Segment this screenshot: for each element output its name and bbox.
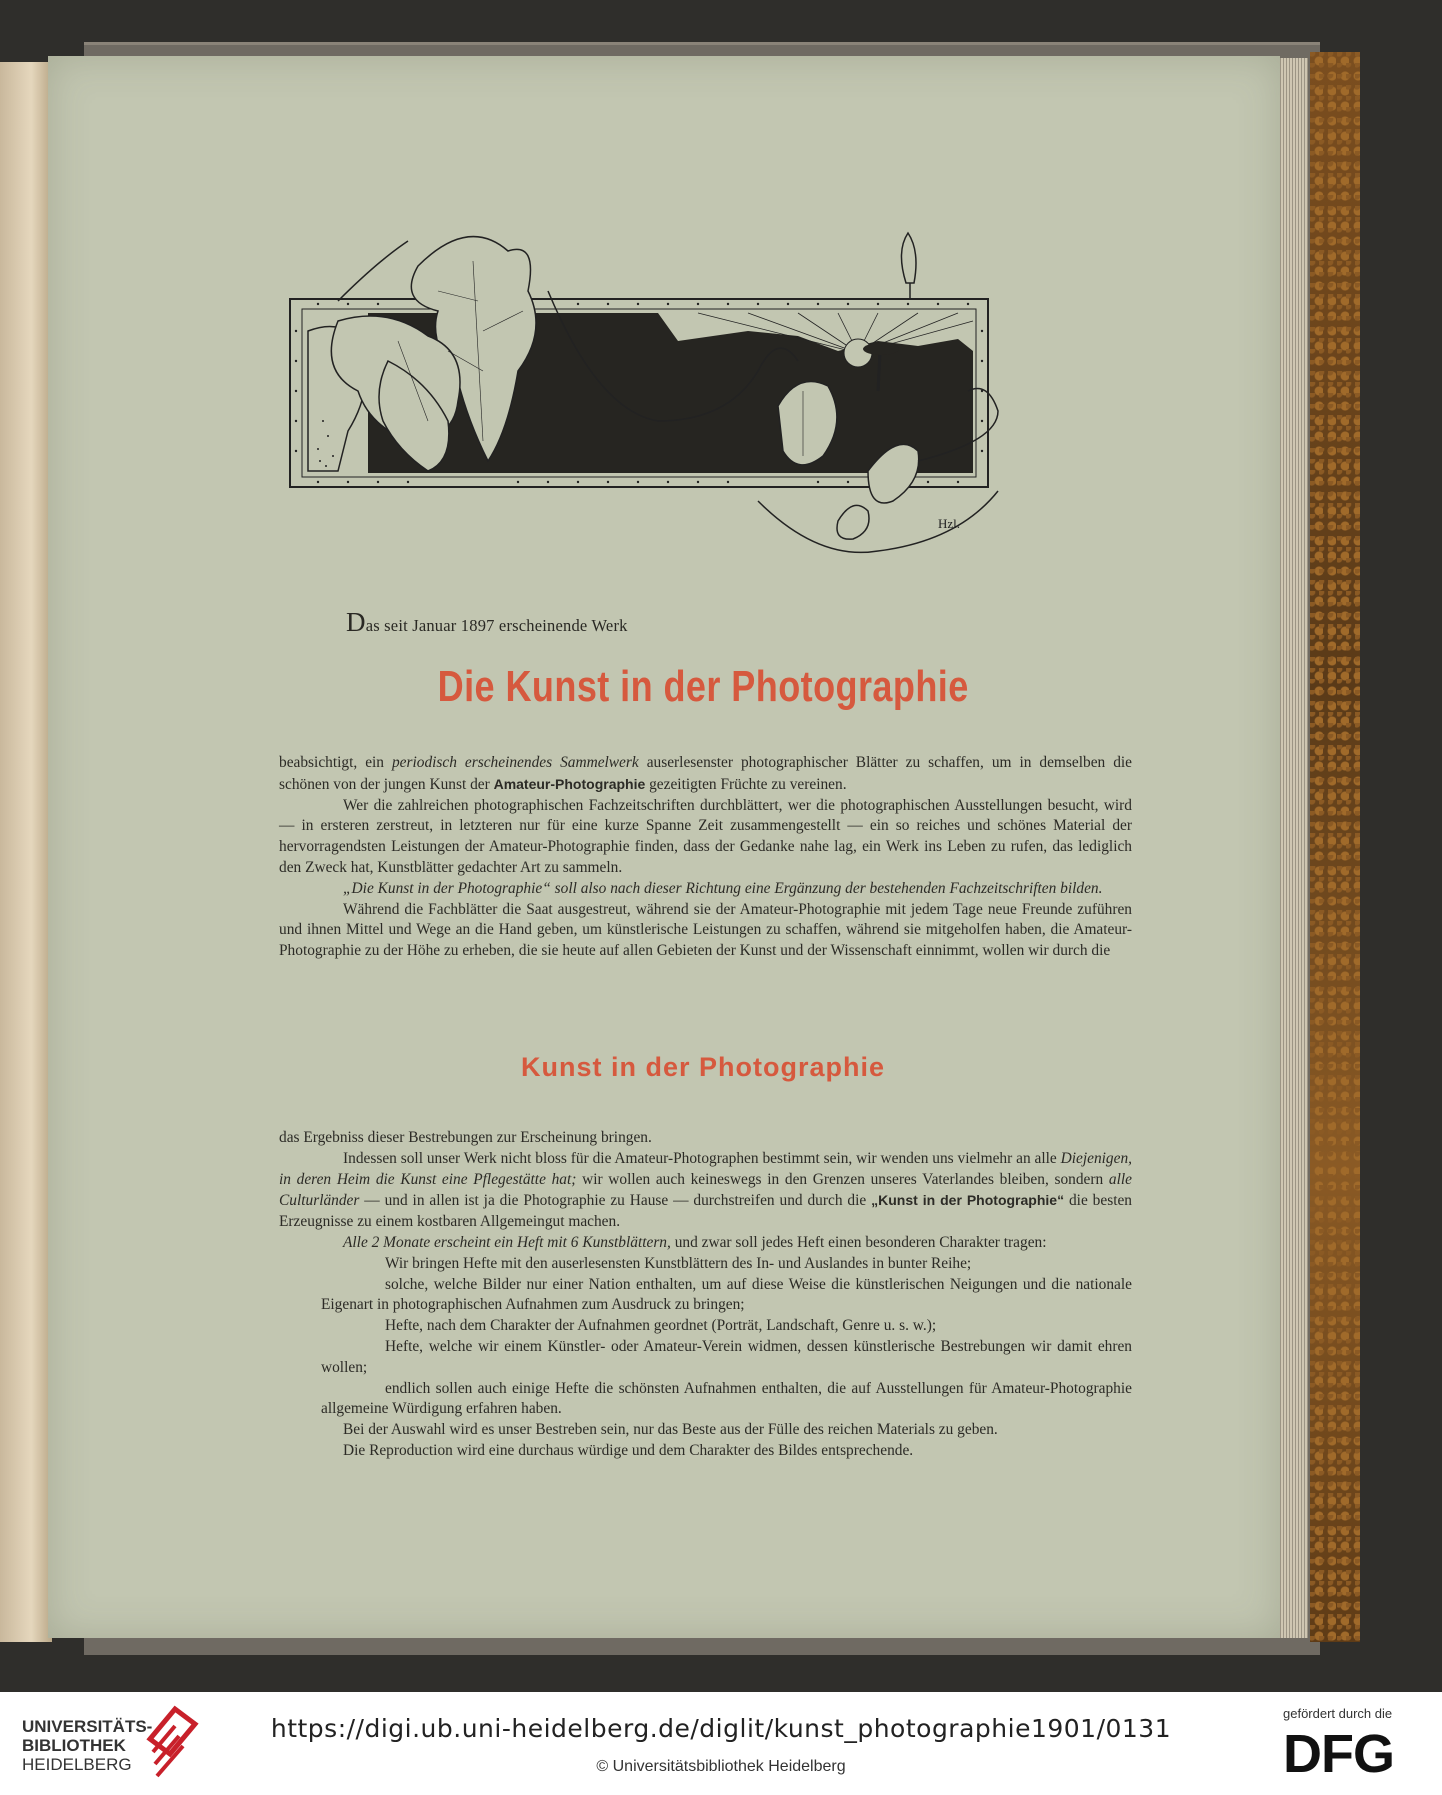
list-item: Hefte, welche wir einem Künstler- oder Amateur-Verein widmen, dessen künstlerische Bestrebungen wir damit ehren wollen; [321, 1337, 1132, 1376]
italic-run: Alle 2 Monate erscheint ein Heft mit 6 Kunstblättern, [343, 1233, 671, 1251]
intro-line [346, 607, 628, 638]
book-page [48, 56, 1280, 1638]
text-block-1 [279, 753, 1132, 962]
intro-text: as seit Januar 1897 erscheinende Werk [365, 616, 628, 635]
bold-run: „Kunst in der Photographie“ [871, 1192, 1065, 1209]
illustration-signature: Hzl. [938, 516, 961, 531]
text-run: wir wollen auch keineswegs in den Grenzen unseres Vaterlandes bleiben, sondern [576, 1170, 1109, 1188]
intro-initial: D [346, 607, 366, 637]
paragraph: Während die Fachblätter die Saat ausgestreut, während sie der Amateur-Photographie mit jedem Tage neue Freunde zuführen und ihnen Mittel und Wege an die Hand geben, um künstlerische Leistungen zu schaffen, während sie mitgeholfen haben, die Amateur-Photographie zu der Höhe zu erheben, die sie heute auf allen Gebieten der Kunst und der Wissenschaft einnimmt, wollen wir durch die [279, 900, 1132, 960]
text-run: auserlesenster photographischer Blätter zu schaffen, um in demselben die schönen von der jungen Kunst der [279, 754, 1132, 793]
paragraph [279, 1233, 1132, 1254]
text-run: die besten Erzeugnisse zu einem kostbaren Allgemeingut machen. [279, 1192, 1132, 1231]
italic-run: alle Culturländer [279, 1170, 1132, 1210]
paragraph: Wer die zahlreichen photographischen Fachzeitschriften durchblättert, wer die photographischen Ausstellungen besucht, wird — in ersteren zerstreut, in letzteren nur für eine kurze Spanne Zeit zusammengestellt — ein so reiches und schönes Material der hervorragendsten Leistungen der Amateur-Photographie finden, dass der Gedanke nahe lag, ein Werk ins Leben zu rufen, das lediglich den Zweck hat, Kunstblätter gedachter Art zu sammeln. [279, 796, 1132, 876]
italic-run: „Die Kunst in der Photographie“ soll also nach dieser Richtung eine Ergänzung der bestehenden Fachzeitschriften bilden. [343, 879, 1103, 897]
logo-line: BIBLIOTHEK [22, 1736, 126, 1755]
paragraph: Die Reproduction wird eine durchaus würdige und dem Charakter des Bildes entsprechende. [343, 1441, 914, 1459]
copyright-notice: © Universitätsbibliothek Heidelberg [596, 1758, 846, 1775]
list-item: endlich sollen auch einige Hefte die schönsten Aufnahmen enthalten, die auf Ausstellungen für Amateur-Photographie allgemeine Würdigung erfahren haben. [321, 1379, 1132, 1418]
logo-line: HEIDELBERG [22, 1755, 132, 1774]
logo-line: UNIVERSITÄTS- [22, 1717, 153, 1736]
paragraph [279, 753, 1132, 796]
text-block-2 [279, 1128, 1132, 1462]
list-item: solche, welche Bilder nur einer Nation enthalten, um auf diese Weise die künstlerischen Neigungen und die nationale Eigenart in photographischen Aufnahmen zum Ausdruck zu bringen; [321, 1275, 1132, 1314]
funding-note: gefördert durch die [1283, 1706, 1393, 1721]
viewer-footer [0, 1692, 1442, 1795]
text-run: beabsichtigt, ein [279, 754, 392, 771]
section-title: Kunst in der Photographie [520, 1052, 885, 1082]
marbled-cover-edge [1310, 52, 1360, 1642]
paragraph: Bei der Auswahl wird es unser Bestreben sein, nur das Beste aus der Fülle des reichen Materials zu geben. [343, 1421, 998, 1439]
page-title: Die Kunst in der Photographie [437, 662, 969, 711]
italic-run: Diejenigen, in deren Heim die Kunst eine Pflegestätte hat; [279, 1149, 1132, 1188]
dfg-logo[interactable]: DFG [1283, 1724, 1394, 1784]
italic-run: periodisch erscheinendes Sammelwerk [391, 754, 639, 771]
text-run: Indessen soll unser Werk nicht bloss für die Amateur-Photographen bestimmt sein, wir wenden uns vielmehr an alle [343, 1149, 1061, 1167]
list-item: Wir bringen Hefte mit den auserlesensten Kunstblättern des In- und Auslandes in bunter Reihe; [385, 1254, 972, 1272]
text-run: gezeitigten Früchte zu vereinen. [645, 775, 847, 793]
paragraph: das Ergebniss dieser Bestrebungen zur Erscheinung bringen. [279, 1129, 652, 1146]
bold-run: Amateur-Photographie [493, 775, 646, 792]
list-item: Hefte, nach dem Charakter der Aufnahmen geordnet (Porträt, Landschaft, Genre u. s. w.); [385, 1317, 937, 1335]
page-stack-edges [1278, 58, 1308, 1638]
paragraph [279, 1149, 1132, 1233]
permalink-url[interactable]: https://digi.ub.uni-heidelberg.de/diglit/kunst_photographie1901/0131 [270, 1714, 1172, 1743]
text-run: — und in allen ist ja die Photographie zu Hause — durchstreifen und durch die [359, 1192, 872, 1210]
facing-page-edge [0, 62, 52, 1642]
text-run: und zwar soll jedes Heft einen besonderen Charakter tragen: [670, 1233, 1047, 1251]
paragraph [279, 879, 1132, 900]
header-illustration [278, 221, 1158, 596]
